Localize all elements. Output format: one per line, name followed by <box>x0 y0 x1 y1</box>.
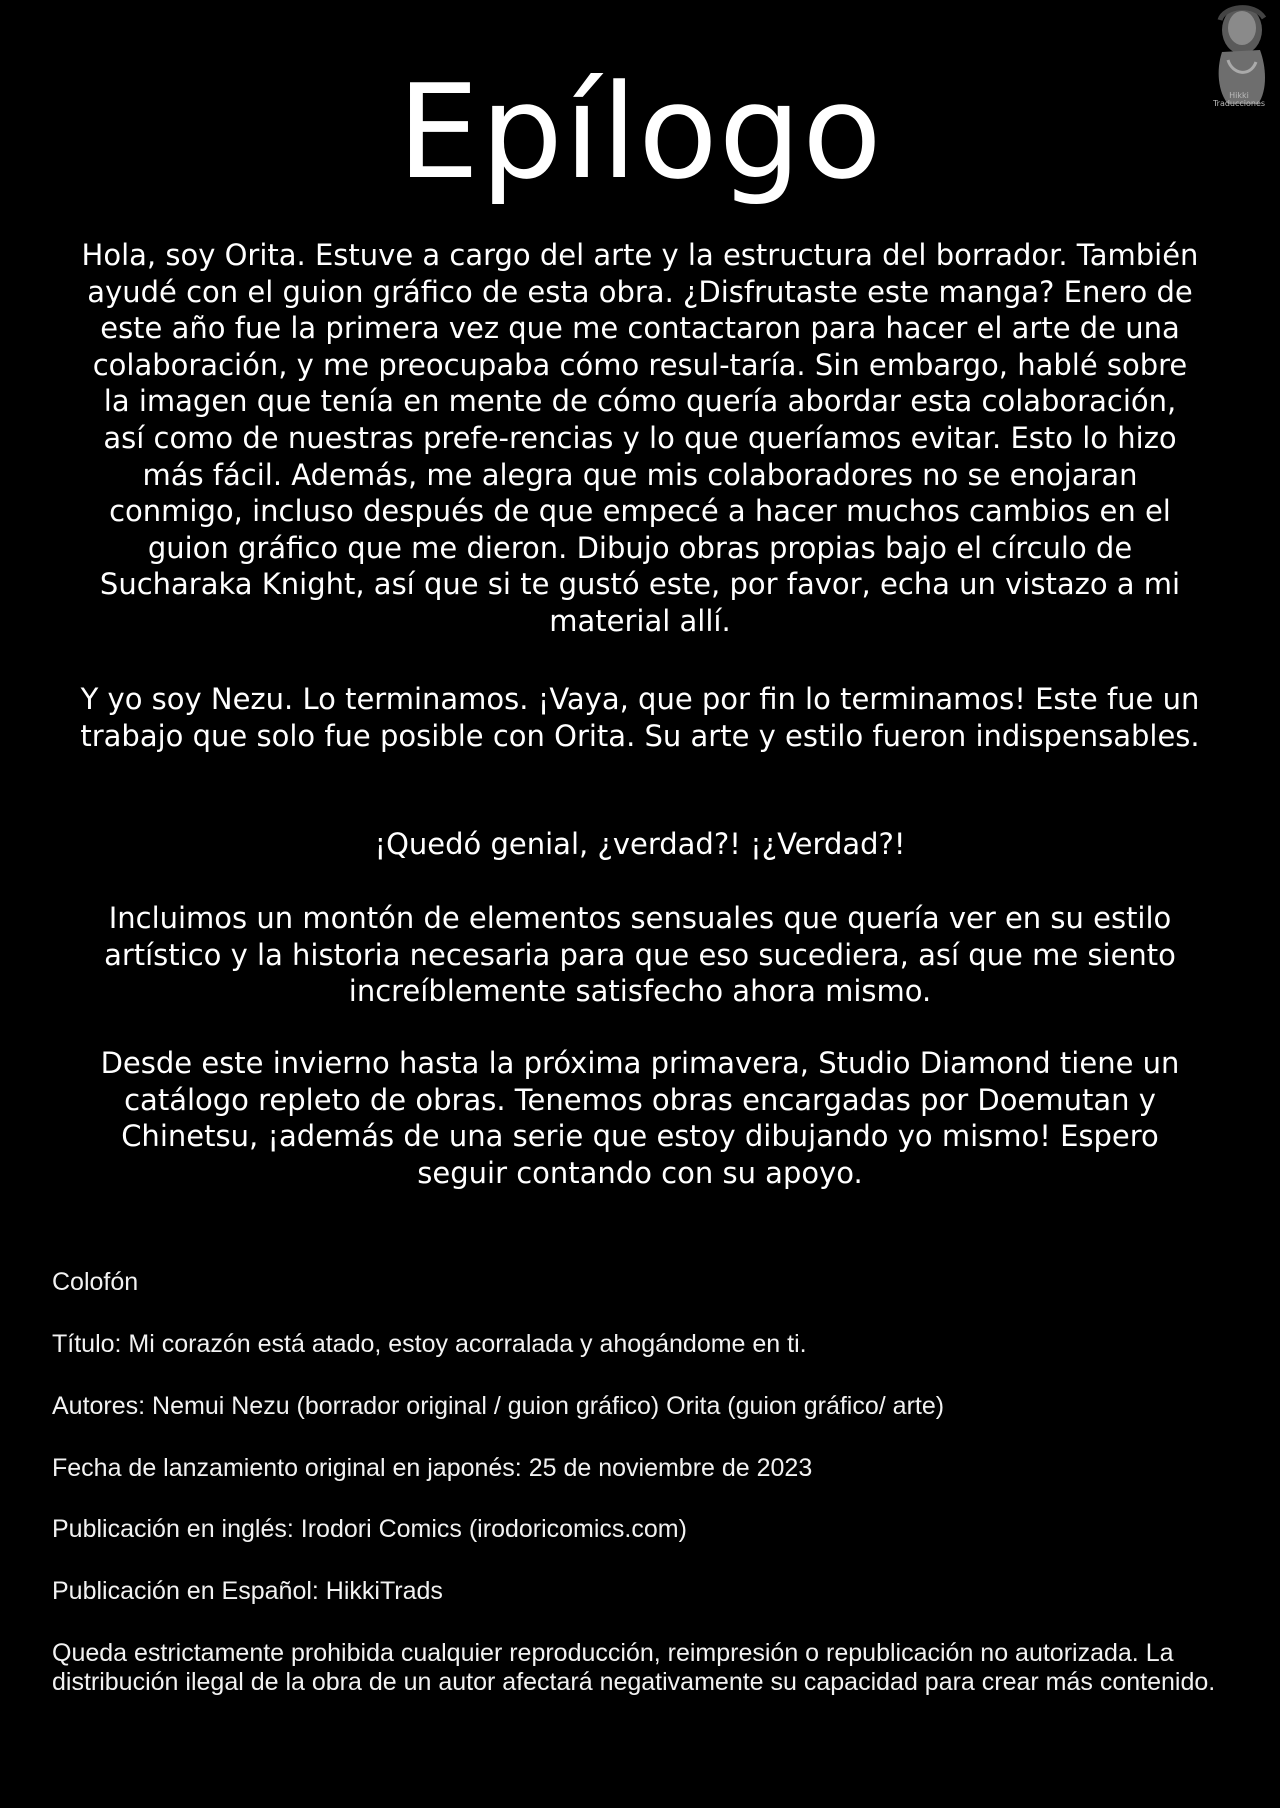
colophon-english-line: Publicación en inglés: Irodori Comics (irodoricomics.com) <box>52 1515 687 1543</box>
colophon-notice: Queda estrictamente prohibida cualquier reproducción, reimpresión o republicación no autorizada. La distribución ilegal de la obra de un autor afectará negativamente su capacidad para crear más contenido. <box>52 1639 1216 1696</box>
paragraph-nezu: Y yo soy Nezu. Lo terminamos. ¡Vaya, que por fin lo terminamos! Este fue un trabajo que solo fue posible con Orita. Su arte y estilo fueron indispensables. <box>80 682 1200 753</box>
colophon-authors-line: Autores: Nemui Nezu (borrador original / guion gráfico) Orita (guion gráfico/ arte) <box>52 1392 945 1420</box>
colophon-spanish-line: Publicación en Español: HikkiTrads <box>52 1577 443 1605</box>
watermark-text: Hikki Traducciones <box>1212 91 1266 108</box>
colophon-release-line: Fecha de lanzamiento original en japonés: 25 de noviembre de 2023 <box>52 1454 813 1482</box>
paragraph-exclamation: ¡Quedó genial, ¿verdad?! ¡¿Verdad?! <box>374 827 906 861</box>
page-title: Epílogo <box>397 56 883 208</box>
paragraph-orita: Hola, soy Orita. Estuve a cargo del arte y la estructura del borrador. También ayudé con el guion gráfico de esta obra. ¿Disfrutaste este manga? Enero de este año fue la primera vez que me contactaron para hacer el arte de una colaboración, y me preocupaba cómo resul-taría. Sin embargo, hablé sobre la imagen que tenía en mente de cómo quería abordar esta colaboración, así como de nuestras prefe-rencias y lo que queríamos evitar. Esto lo hizo más fácil. Además, me alegra que mis colaboradores no se enojaran conmigo, incluso después de que empecé a hacer muchos cambios en el guion gráfico que me dieron. Dibujo obras propias bajo el círculo de Sucharaka Knight, así que si te gustó este, por favor, echa un vistazo a mi material allí. <box>81 238 1199 638</box>
paragraph-elements: Incluimos un montón de elementos sensuales que quería ver en su estilo artístico y la historia necesaria para que eso sucediera, así que me siento increíblemente satisfecho ahora mismo. <box>104 901 1176 1009</box>
colophon-title-line: Título: Mi corazón está atado, estoy acorralada y ahogándome en ti. <box>52 1330 807 1358</box>
paragraph-studio-diamond: Desde este invierno hasta la próxima primavera, Studio Diamond tiene un catálogo repleto de obras. Tenemos obras encargadas por Doemutan y Chinetsu, ¡además de una serie que estoy dibujando yo mismo! Espero seguir contando con su apoyo. <box>100 1046 1180 1190</box>
colophon-heading: Colofón <box>52 1268 139 1296</box>
